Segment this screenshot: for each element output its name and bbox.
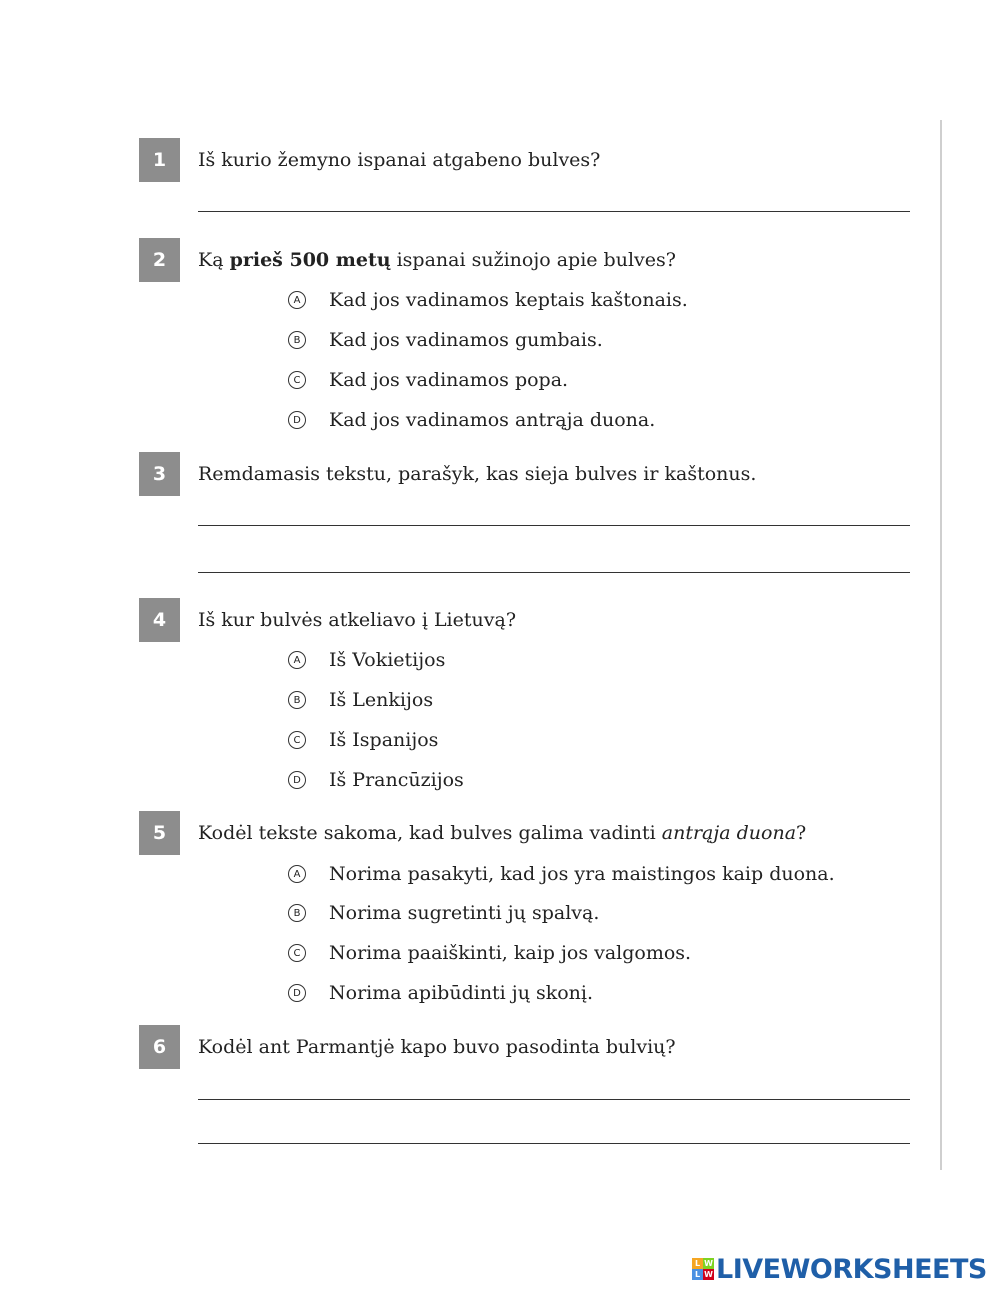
option-text: Iš Lenkijos <box>329 689 434 711</box>
question-5-text-italic: antrąja duona <box>661 822 797 844</box>
option-d-radio[interactable]: D <box>288 771 306 789</box>
question-2-text <box>198 248 676 272</box>
question-1-number: 1 <box>139 138 180 182</box>
logo-mark-cell: W <box>704 1270 713 1279</box>
liveworksheets-logo <box>692 1253 987 1285</box>
option-text: Norima apibūdinti jų skonį. <box>329 982 594 1004</box>
option-b-radio[interactable]: B <box>288 331 306 349</box>
option-text: Norima pasakyti, kad jos yra maistingos kaip duona. <box>329 863 835 885</box>
question-5-text-before: Kodėl tekste sakoma, kad bulves galima vadinti <box>198 822 662 844</box>
option-a-radio[interactable]: A <box>288 291 306 309</box>
question-2-option-c[interactable] <box>288 368 568 392</box>
question-3-text: Remdamasis tekstu, parašyk, kas sieja bulves ir kaštonus. <box>198 463 757 485</box>
option-text: Iš Vokietijos <box>329 649 446 671</box>
question-2-option-d[interactable] <box>288 408 655 432</box>
question-4-option-a[interactable] <box>288 648 445 672</box>
question-5-option-b[interactable] <box>288 901 599 925</box>
option-text: Kad jos vadinamos keptais kaštonais. <box>329 289 688 311</box>
question-2-option-b[interactable] <box>288 328 603 352</box>
question-2-text-after: ispanai sužinojo apie bulves? <box>390 249 676 271</box>
option-text: Kad jos vadinamos antrąja duona. <box>329 409 656 431</box>
option-text: Iš Prancūzijos <box>329 769 464 791</box>
question-4-number: 4 <box>139 598 180 642</box>
question-4-option-c[interactable] <box>288 728 438 752</box>
question-6-answer-line-2[interactable] <box>198 1143 910 1144</box>
question-5-number: 5 <box>139 811 180 855</box>
question-2-number: 2 <box>139 238 180 282</box>
logo-text: LIVEWORKSHEETS <box>716 1253 987 1285</box>
option-text: Kad jos vadinamos popa. <box>329 369 569 391</box>
logo-mark-cell: L <box>692 1269 703 1280</box>
option-text: Iš Ispanijos <box>329 729 439 751</box>
question-2-text-before: Ką <box>198 249 230 271</box>
question-4-option-d[interactable] <box>288 768 464 792</box>
question-4-option-b[interactable] <box>288 688 433 712</box>
question-5-text <box>198 821 806 845</box>
option-c-radio[interactable]: C <box>288 731 306 749</box>
question-5-option-d[interactable] <box>288 981 593 1005</box>
question-1-answer-line[interactable] <box>198 211 910 212</box>
option-d-radio[interactable]: D <box>288 411 306 429</box>
question-2-option-a[interactable] <box>288 288 688 312</box>
option-d-radio[interactable]: D <box>288 984 306 1002</box>
option-b-radio[interactable]: B <box>288 691 306 709</box>
option-text: Norima paaiškinti, kaip jos valgomos. <box>329 942 692 964</box>
option-a-radio[interactable]: A <box>288 865 306 883</box>
option-c-radio[interactable]: C <box>288 944 306 962</box>
question-1-text: Iš kurio žemyno ispanai atgabeno bulves? <box>198 149 601 171</box>
question-2-text-bold: prieš 500 metų <box>229 249 391 271</box>
option-text: Kad jos vadinamos gumbais. <box>329 329 603 351</box>
option-c-radio[interactable]: C <box>288 371 306 389</box>
question-3-number: 3 <box>139 452 180 496</box>
question-6-number: 6 <box>139 1025 180 1069</box>
option-b-radio[interactable]: B <box>288 904 306 922</box>
logo-mark-cell: W <box>704 1259 713 1268</box>
liveworksheets-mark-icon <box>692 1258 714 1280</box>
question-5-text-after: ? <box>796 822 807 844</box>
question-4-text: Iš kur bulvės atkeliavo į Lietuvą? <box>198 609 516 631</box>
option-text: Norima sugretinti jų spalvą. <box>329 902 600 924</box>
logo-mark-cell: L <box>692 1258 703 1269</box>
question-5-option-c[interactable] <box>288 941 691 965</box>
question-3-answer-line-2[interactable] <box>198 572 910 573</box>
question-6-answer-line-1[interactable] <box>198 1099 910 1100</box>
question-5-option-a[interactable] <box>288 862 835 886</box>
question-6-text: Kodėl ant Parmantjė kapo buvo pasodinta bulvių? <box>198 1036 676 1058</box>
page-right-border <box>940 120 942 1170</box>
question-3-answer-line-1[interactable] <box>198 525 910 526</box>
option-a-radio[interactable]: A <box>288 651 306 669</box>
